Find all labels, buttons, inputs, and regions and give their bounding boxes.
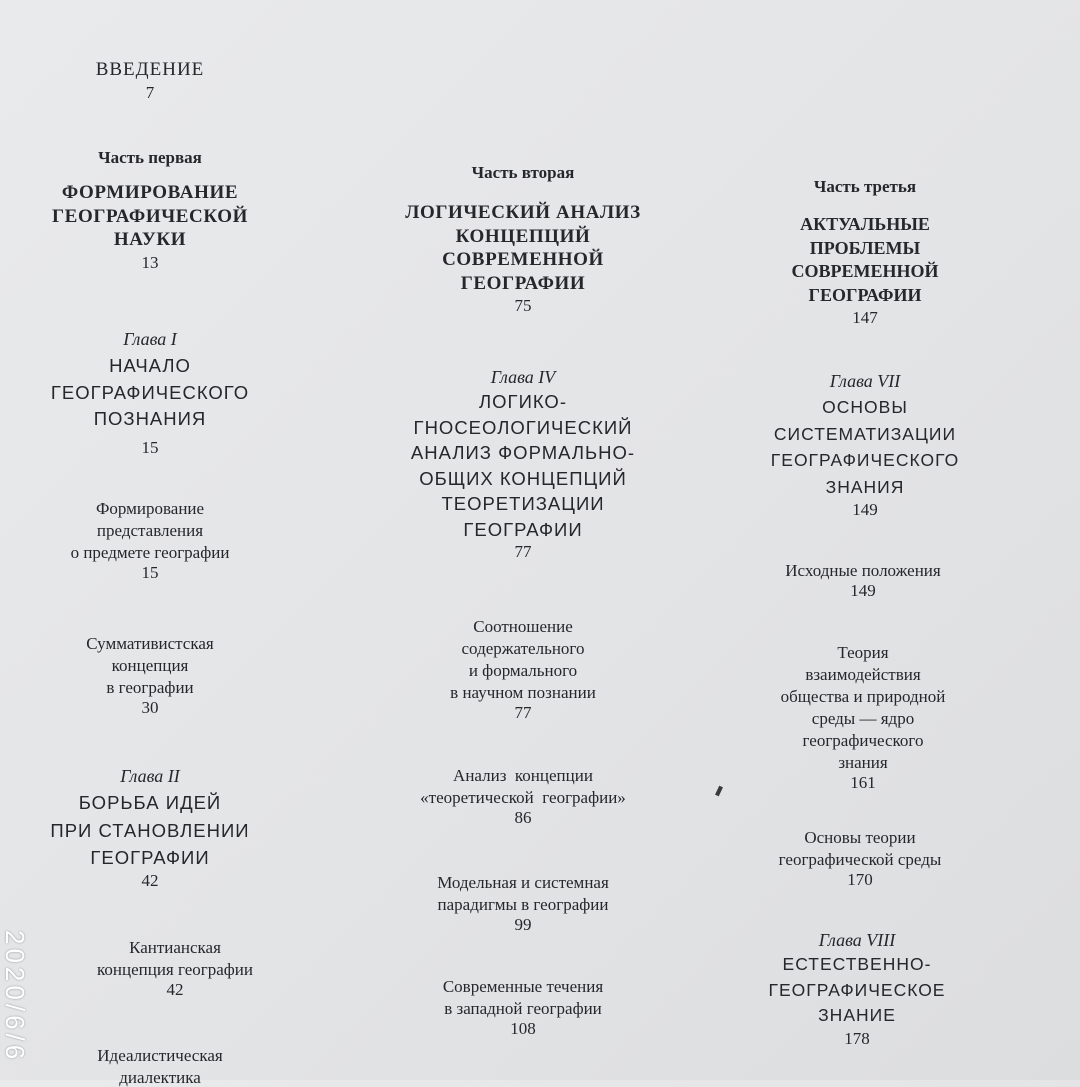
chapter4-title-line: ЛОГИКО- (479, 391, 567, 412)
part3-label: Часть третья (813, 177, 917, 196)
section-line: представления (96, 521, 204, 540)
chapter8-title-line: ГЕОГРАФИЧЕСКОЕ (768, 979, 946, 1000)
chapter1-title-line: НАЧАЛО (109, 355, 191, 376)
col2-section-3 (393, 873, 653, 935)
intro-title: ВВЕДЕНИЕ (95, 59, 205, 80)
pen-mark (715, 786, 723, 797)
section-line: концепция географии (96, 960, 254, 979)
part1-heading (20, 148, 280, 273)
section-line: в западной географии (444, 999, 602, 1018)
part3-title-line: ПРОБЛЕМЫ (809, 237, 921, 258)
chapter7-title-line: ОСНОВЫ (822, 397, 908, 417)
section-line: диалектика (119, 1068, 201, 1087)
section-line: Современные течения (442, 977, 604, 996)
section-line: Основы теории (804, 828, 916, 847)
part2-heading (393, 163, 653, 316)
section-line: Исходные положения (785, 561, 941, 580)
chapter8-label: Глава VIII (818, 930, 896, 950)
chapter4-title-line: ТЕОРЕТИЗАЦИИ (441, 493, 605, 514)
section-line: о предмете географии (70, 543, 230, 562)
section-page: 77 (514, 703, 532, 722)
chapter2-label: Глава II (120, 766, 180, 786)
part1-page: 13 (141, 252, 159, 272)
section-line: в научном познании (450, 683, 596, 702)
chapter7-page: 149 (852, 500, 878, 519)
chapter8-page: 178 (844, 1028, 870, 1048)
section-line: общества и природной (780, 687, 946, 706)
section-page: 170 (847, 870, 873, 889)
section-page: 108 (510, 1019, 536, 1038)
chapter8-entry (727, 929, 987, 1049)
section-page: 149 (850, 581, 876, 600)
chapter7-title-line: ЗНАНИЯ (825, 476, 905, 497)
section-line: Идеалистическая (97, 1046, 223, 1065)
chapter4-title-line: ГЕОГРАФИИ (463, 518, 583, 540)
chapter2-title-line: ПРИ СТАНОВЛЕНИИ (50, 819, 250, 841)
section-line: концепция (111, 656, 189, 675)
section-line: парадигмы в географии (437, 895, 609, 914)
col3-section-2 (733, 643, 993, 793)
section-line: в географии (106, 678, 194, 697)
section-page: 161 (850, 773, 876, 792)
part3-page: 147 (852, 308, 878, 327)
chapter1-label: Глава I (123, 329, 177, 349)
part2-page: 75 (514, 296, 532, 315)
part1-label: Часть первая (98, 148, 202, 167)
part3-title-line: СОВРЕМЕННОЙ (791, 261, 939, 281)
chapter2-title-line: БОРЬБА ИДЕЙ (78, 792, 222, 813)
col3-section-3 (730, 828, 990, 890)
chapter2-entry (20, 765, 280, 891)
chapter4-title-line: АНАЛИЗ ФОРМАЛЬНО- (410, 442, 636, 463)
section-page: 42 (166, 980, 184, 999)
chapter7-title-line: СИСТЕМАТИЗАЦИИ (773, 423, 957, 444)
chapter8-title-line: ЕСТЕСТВЕННО- (782, 954, 932, 974)
section-line: географического (802, 731, 924, 750)
section-line: Соотношение (473, 617, 573, 636)
chapter8-title-line: ЗНАНИЕ (818, 1005, 896, 1025)
col2-section-2 (393, 766, 653, 828)
section-line: среды — ядро (811, 709, 915, 728)
col1-section-1 (20, 499, 280, 583)
section-page: 86 (514, 808, 532, 827)
col1-section-2 (20, 634, 280, 718)
section-line: взаимодействия (805, 665, 921, 684)
chapter7-entry (720, 370, 1010, 520)
section-line: «теоретической географии» (420, 788, 626, 807)
section-line: Кантианская (129, 938, 221, 957)
chapter4-label: Глава IV (490, 367, 556, 387)
chapter7-label: Глава VII (829, 371, 901, 391)
section-line: географической среды (778, 850, 942, 869)
part3-heading (735, 177, 995, 328)
chapter4-title-line: ОБЩИХ КОНЦЕПЦИЙ (419, 467, 627, 489)
section-line: Формирование (95, 499, 205, 518)
part1-title-line: НАУКИ (113, 229, 187, 250)
col2-section-4 (393, 977, 653, 1039)
date-stamp: 2020/6/6 (0, 930, 30, 1064)
intro-entry (60, 58, 240, 103)
section-page: 30 (141, 698, 159, 717)
part1-title-line: ФОРМИРОВАНИЕ (61, 182, 239, 203)
part3-title-line: АКТУАЛЬНЫЕ (800, 214, 930, 234)
section-line: Модельная и системная (437, 873, 609, 892)
part2-title-line: КОНЦЕПЦИЙ (455, 225, 591, 247)
col2-section-1 (393, 617, 653, 723)
section-line: и формального (468, 661, 578, 680)
section-line: Суммативистская (86, 634, 214, 653)
chapter4-page: 77 (514, 542, 532, 561)
part2-title-line: ЛОГИЧЕСКИЙ АНАЛИЗ (405, 202, 641, 223)
chapter2-title-line: ГЕОГРАФИИ (90, 847, 210, 868)
part2-title-line: СОВРЕМЕННОЙ (442, 249, 604, 270)
section-page: 99 (514, 915, 532, 934)
chapter7-title-line: ГЕОГРАФИЧЕСКОГО (770, 450, 960, 470)
col1-section-4 (30, 1046, 290, 1087)
section-line: содержательного (461, 639, 585, 658)
col3-section-1 (733, 561, 993, 601)
chapter2-page: 42 (141, 870, 159, 890)
chapter1-title-line: ГЕОГРАФИЧЕСКОГО (50, 381, 250, 403)
intro-page: 7 (145, 82, 155, 102)
chapter1-page: 15 (141, 437, 159, 457)
section-line: знания (838, 753, 888, 772)
part2-label: Часть вторая (471, 163, 575, 182)
section-line: Теория (837, 643, 889, 662)
part1-title-line: ГЕОГРАФИЧЕСКОЙ (51, 205, 249, 227)
section-page: 15 (141, 563, 159, 582)
chapter1-title-line: ПОЗНАНИЯ (93, 408, 207, 429)
section-line: Анализ концепции (453, 766, 593, 785)
part2-title-line: ГЕОГРАФИИ (460, 272, 586, 294)
chapter4-title-line: ГНОСЕОЛОГИЧЕСКИЙ (413, 416, 633, 438)
part3-title-line: ГЕОГРАФИИ (808, 284, 922, 305)
col1-section-3 (45, 938, 305, 1000)
chapter4-entry (388, 366, 658, 562)
chapter1-entry (20, 328, 280, 458)
